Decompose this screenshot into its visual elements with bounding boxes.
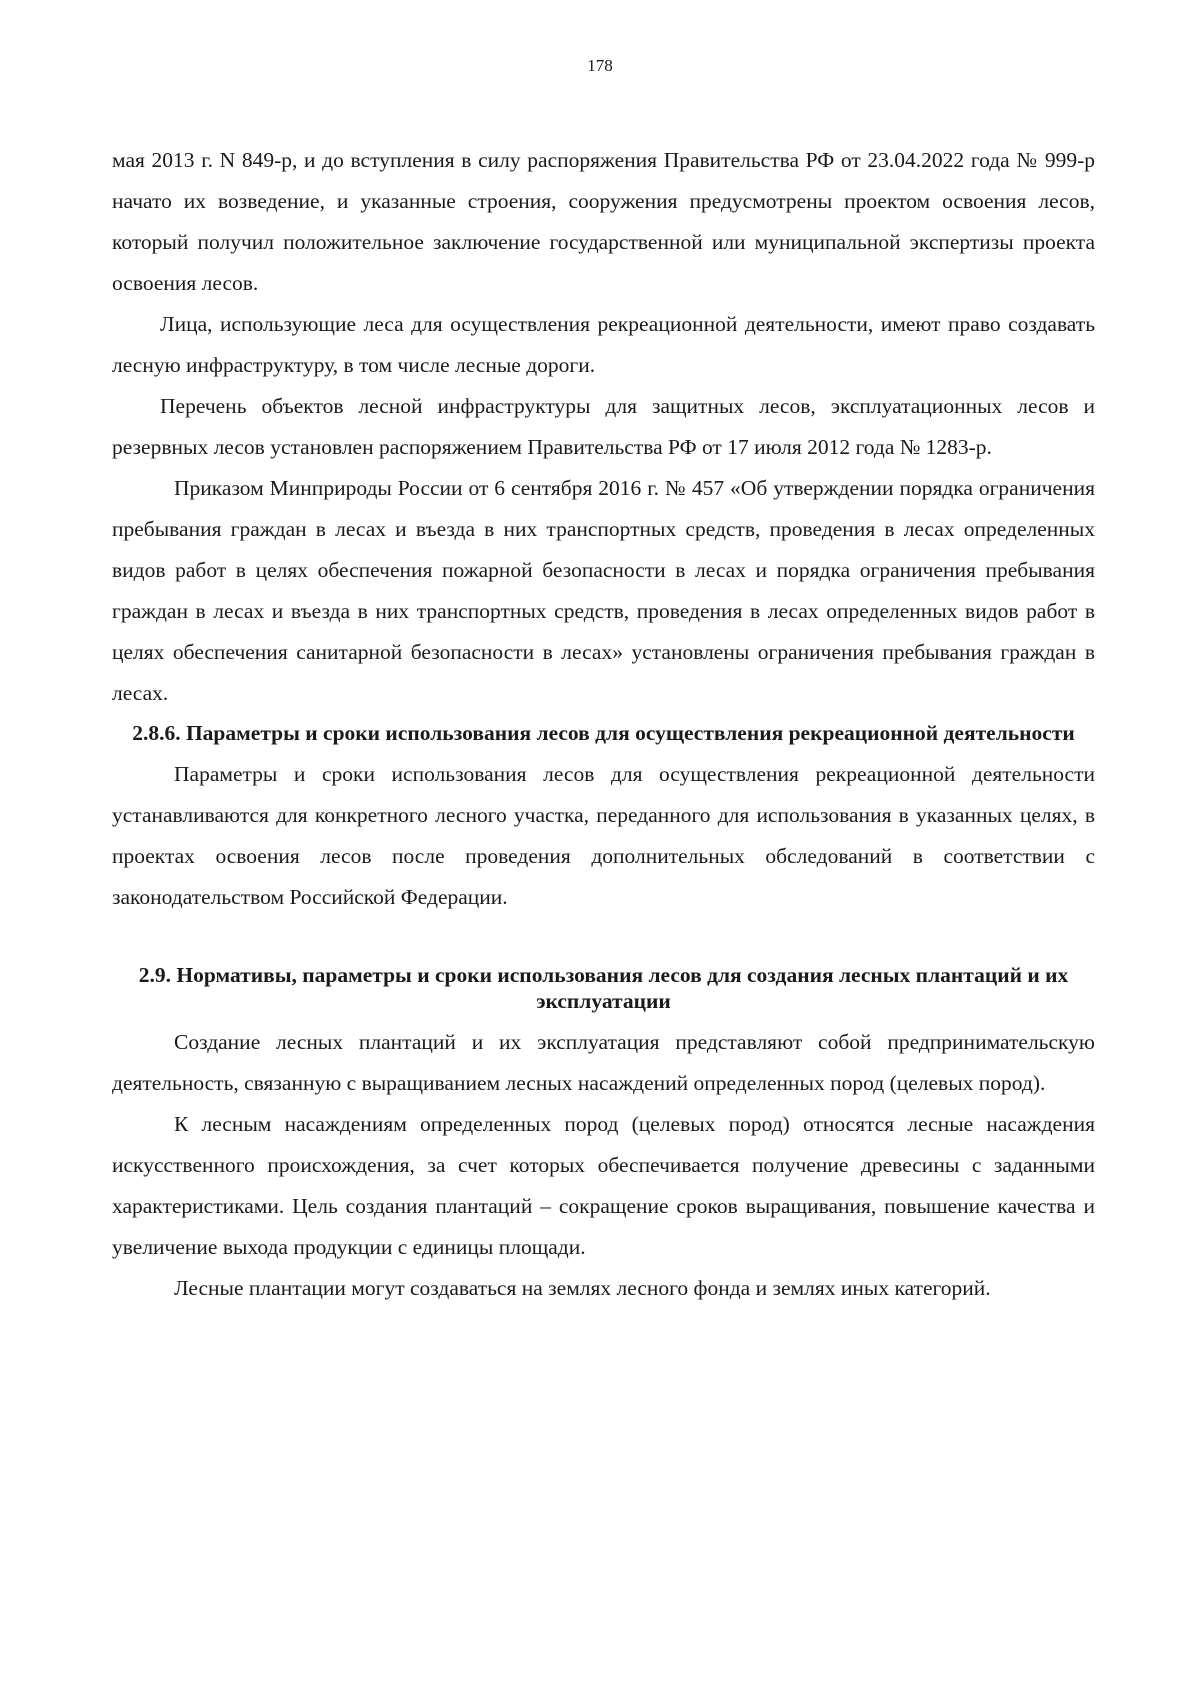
paragraph-infrastructure-list: Перечень объектов лесной инфраструктуры для защитных лесов, эксплуатационных лесов и резервных лесов установлен распоряжением Правительства РФ от 17 июля 2012 года № 1283-р.: [112, 394, 1095, 459]
section-heading-2-9: 2.9. Нормативы, параметры и сроки использования лесов для создания лесных плантаций и их эксплуатации: [138, 963, 1069, 1013]
paragraph-ministry-order: Приказом Минприроды России от 6 сентября 2016 г. № 457 «Об утверждении порядка ограничения пребывания граждан в лесах и въезда в них транспортных средств, проведения в лесах определенных видов работ в целях обеспечения пожарной безопасности в лесах и порядка ограничения пребывания граждан в лесах и въезда в них транспортных средств, проведения в лесах определенных видов работ в целях обеспечения санитарной безопасности в лесах» установлены ограничения пребывания граждан в лесах.: [112, 476, 1095, 705]
paragraph-plantation-lands: Лесные плантации могут создаваться на землях лесного фонда и землях иных категорий.: [174, 1276, 991, 1300]
paragraph-target-species: К лесным насаждениям определенных пород (целевых пород) относятся лесные насаждения искусственного происхождения, за счет которых обеспечивается получение древесины с заданными характеристиками. Цель создания плантаций – сокращение сроков выращивания, повышение качества и увеличение выхода продукции с единицы площади.: [112, 1112, 1095, 1259]
paragraph-plantations-definition: Создание лесных плантаций и их эксплуатация представляют собой предпринимательскую деятельность, связанную с выращиванием лесных насаждений определенных пород (целевых пород).: [112, 1030, 1095, 1095]
section-heading-2-8-6: 2.8.6. Параметры и сроки использования лесов для осуществления рекреационной деятельности: [132, 721, 1075, 745]
paragraph-continuation: мая 2013 г. N 849-р, и до вступления в силу распоряжения Правительства РФ от 23.04.2022 года № 999-р начато их возведение, и указанные строения, сооружения предусмотрены проектом освоения лесов, который получил положительное заключение государственной или муниципальной экспертизы проекта освоения лесов.: [112, 148, 1095, 295]
page-number: 178: [587, 56, 613, 75]
paragraph-recreation-parameters: Параметры и сроки использования лесов для осуществления рекреационной деятельности устанавливаются для конкретного лесного участка, переданного для использования в указанных целях, в проектах освоения лесов после проведения дополнительных обследований в соответствии с законодательством Российской Федерации.: [112, 762, 1095, 909]
paragraph-recreation-infrastructure: Лица, использующие леса для осуществления рекреационной деятельности, имеют право создавать лесную инфраструктуру, в том числе лесные дороги.: [112, 312, 1095, 377]
document-body: [112, 140, 1095, 1309]
